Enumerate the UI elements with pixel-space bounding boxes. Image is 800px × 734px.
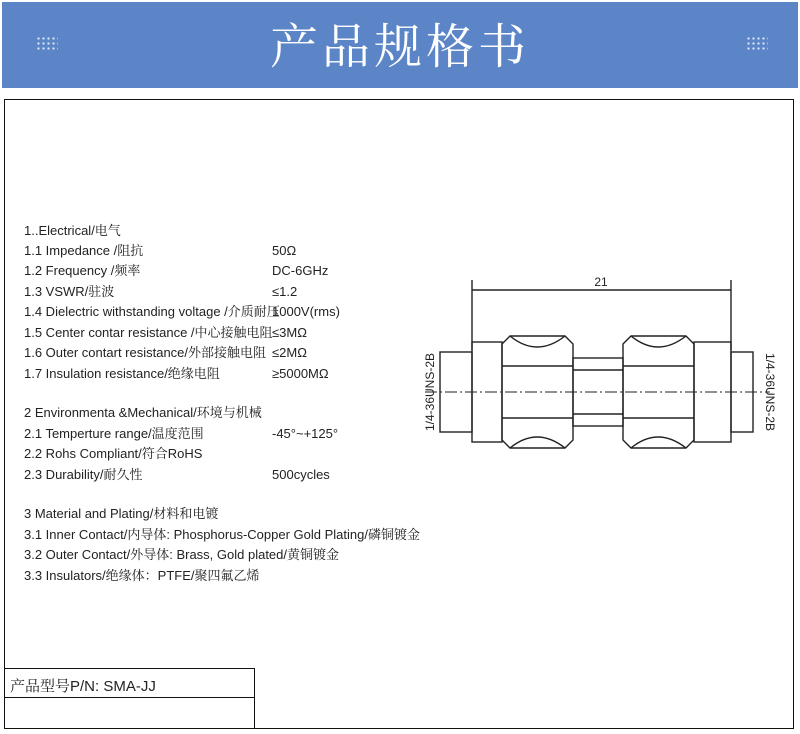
page-title: 产品规格书 <box>269 19 530 75</box>
right-nut-curve-top <box>631 336 686 347</box>
section-heading-environmental: 2 Environmenta &Mechanical/环境与机械 <box>24 405 262 420</box>
spec-value-frequency: DC-6GHz <box>272 263 329 278</box>
spec-value-durability: 500cycles <box>272 467 330 482</box>
right-nut-curve-bottom <box>631 437 686 448</box>
spec-label-outer-contact: 3.2 Outer Contact/外导体: Brass, Gold plated/黄铜镀金 <box>24 547 340 562</box>
dimension-label: 21 <box>594 275 608 289</box>
section-heading-material: 3 Material and Plating/材料和电镀 <box>24 506 219 521</box>
spec-value-outer-resistance: ≤2MΩ <box>272 345 307 360</box>
spec-value-center-resistance: ≤3MΩ <box>272 325 307 340</box>
spec-value-temperature: -45°~+125° <box>272 426 339 441</box>
spec-label-durability: 2.3 Durability/耐久性 <box>24 467 143 482</box>
part-number: 产品型号P/N: SMA-JJ <box>10 678 156 695</box>
right-thread-label: 1/4-36UNS-2B <box>763 352 777 432</box>
spec-value-impedance: 50Ω <box>272 243 297 258</box>
left-nut-curve-top <box>510 336 565 347</box>
spec-value-dielectric: 1000V(rms) <box>272 304 340 319</box>
spec-label-inner-contact: 3.1 Inner Contact/内导体: Phosphorus-Copper Gold Plating/磷铜镀金 <box>24 527 420 542</box>
dots-decoration-right <box>746 36 768 52</box>
header-banner <box>2 2 798 88</box>
connector-drawing <box>410 270 790 470</box>
left-nut-curve-bottom <box>510 437 565 448</box>
spec-label-temperature: 2.1 Temperture range/温度范围 <box>24 426 204 441</box>
spec-label-impedance: 1.1 Impedance /阻抗 <box>24 243 144 258</box>
spec-label-outer-resistance: 1.6 Outer contart resistance/外部接触电阻 <box>24 345 267 360</box>
spec-label-insulators: 3.3 Insulators/绝缘体：PTFE/聚四氟乙烯 <box>24 568 260 583</box>
spec-value-vswr: ≤1.2 <box>272 284 298 299</box>
left-thread-label: 1/4-36UNS-2B <box>423 352 437 432</box>
spec-value-insulation: ≥5000MΩ <box>272 366 329 381</box>
spec-label-vswr: 1.3 VSWR/驻波 <box>24 284 115 299</box>
part-number-divider <box>5 697 255 698</box>
spec-label-insulation: 1.7 Insulation resistance/绝缘电阻 <box>24 366 220 381</box>
spec-label-center-resistance: 1.5 Center contar resistance /中心接触电阻 <box>24 325 273 340</box>
section-heading-electrical: 1..Electrical/电气 <box>24 223 121 238</box>
spec-label-rohs: 2.2 Rohs Compliant/符合RoHS <box>24 446 203 461</box>
spec-label-dielectric: 1.4 Dielectric withstanding voltage /介质耐压 <box>24 304 280 319</box>
spec-label-frequency: 1.2 Frequency /频率 <box>24 263 141 278</box>
